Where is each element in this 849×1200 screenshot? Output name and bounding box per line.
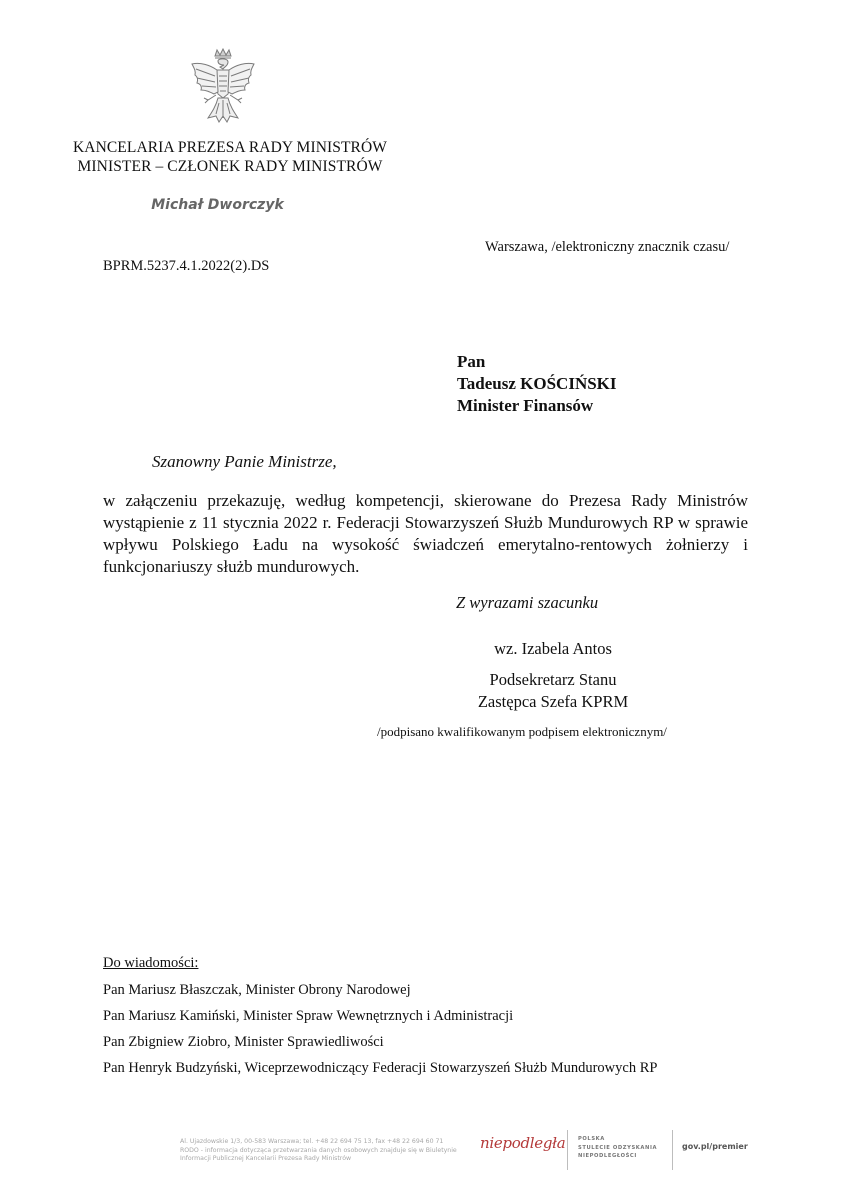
footer-address [180, 1138, 480, 1164]
letter-body: w załączeniu przekazuję, według kompetencji, skierowane do Prezesa Rady Ministrów wystąpienie z 11 stycznia 2022 r. Federacji Stowarzyszeń Służb Mundurowych RP w sprawie wpływu Polskiego Ładu na wysokość świadczeń emerytalno-rentowych żołnierzy i funkcjonariuszy służb mundurowych. [103, 491, 748, 576]
recipient-position: Minister Finansów [457, 396, 594, 415]
footer-address-line: Al. Ujazdowskie 1/3, 00-583 Warszawa; tel. +48 22 694 75 13, fax +48 22 694 60 71 [180, 1138, 444, 1145]
cc-item: Pan Henryk Budzyński, Wiceprzewodniczący Federacji Stowarzyszeń Służb Mundurowych RP [103, 1060, 658, 1076]
reference-number: BPRM.5237.4.1.2022(2).DS [103, 258, 270, 274]
gov-link[interactable]: gov.pl/premier [682, 1142, 748, 1151]
minister-name: Michał Dworczyk [151, 197, 284, 213]
institution-name: KANCELARIA PREZESA RADY MINISTRÓW [72, 139, 388, 156]
recipient-title: Pan [457, 352, 486, 371]
centenary-logo-line: POLSKA [578, 1136, 605, 1142]
cc-heading: Do wiadomości: [103, 955, 199, 971]
cc-item: Pan Zbigniew Ziobro, Minister Sprawiedliwości [103, 1034, 384, 1050]
footer-divider [567, 1130, 568, 1170]
electronic-signature-note: /podpisano kwalifikowanym podpisem elektronicznym/ [377, 724, 667, 739]
place-date: Warszawa, /elektroniczny znacznik czasu/ [485, 239, 730, 255]
footer-address-line: Informacji Publicznej Kancelarii Prezesa Rady Ministrów [180, 1155, 352, 1162]
signatory-name: wz. Izabela Antos [494, 639, 612, 658]
signatory-title: Podsekretarz Stanu [489, 670, 617, 689]
polish-eagle-icon [188, 48, 258, 128]
footer-address-line: RODO - informacja dotycząca przetwarzania danych osobowych znajduje się w Biuletynie [180, 1146, 457, 1154]
centenary-logo-line: STULECIE ODZYSKANIA [578, 1144, 658, 1151]
centenary-logo-text [578, 1135, 657, 1161]
footer-divider [672, 1130, 673, 1170]
institution-subtitle: MINISTER – CZŁONEK RADY MINISTRÓW [77, 158, 383, 175]
closing-phrase: Z wyrazami szacunku [456, 593, 599, 612]
salutation: Szanowny Panie Ministrze, [152, 452, 337, 471]
cc-item: Pan Mariusz Błaszczak, Minister Obrony Narodowej [103, 982, 411, 998]
niepodlegla-logo: niepodległa [480, 1134, 566, 1152]
cc-item: Pan Mariusz Kamiński, Minister Spraw Wewnętrznych i Administracji [103, 1008, 514, 1024]
centenary-logo-line: NIEPODLEGŁOŚCI [578, 1153, 637, 1159]
signatory-role: Zastępca Szefa KPRM [477, 692, 629, 711]
recipient-name: Tadeusz KOŚCIŃSKI [457, 374, 617, 393]
